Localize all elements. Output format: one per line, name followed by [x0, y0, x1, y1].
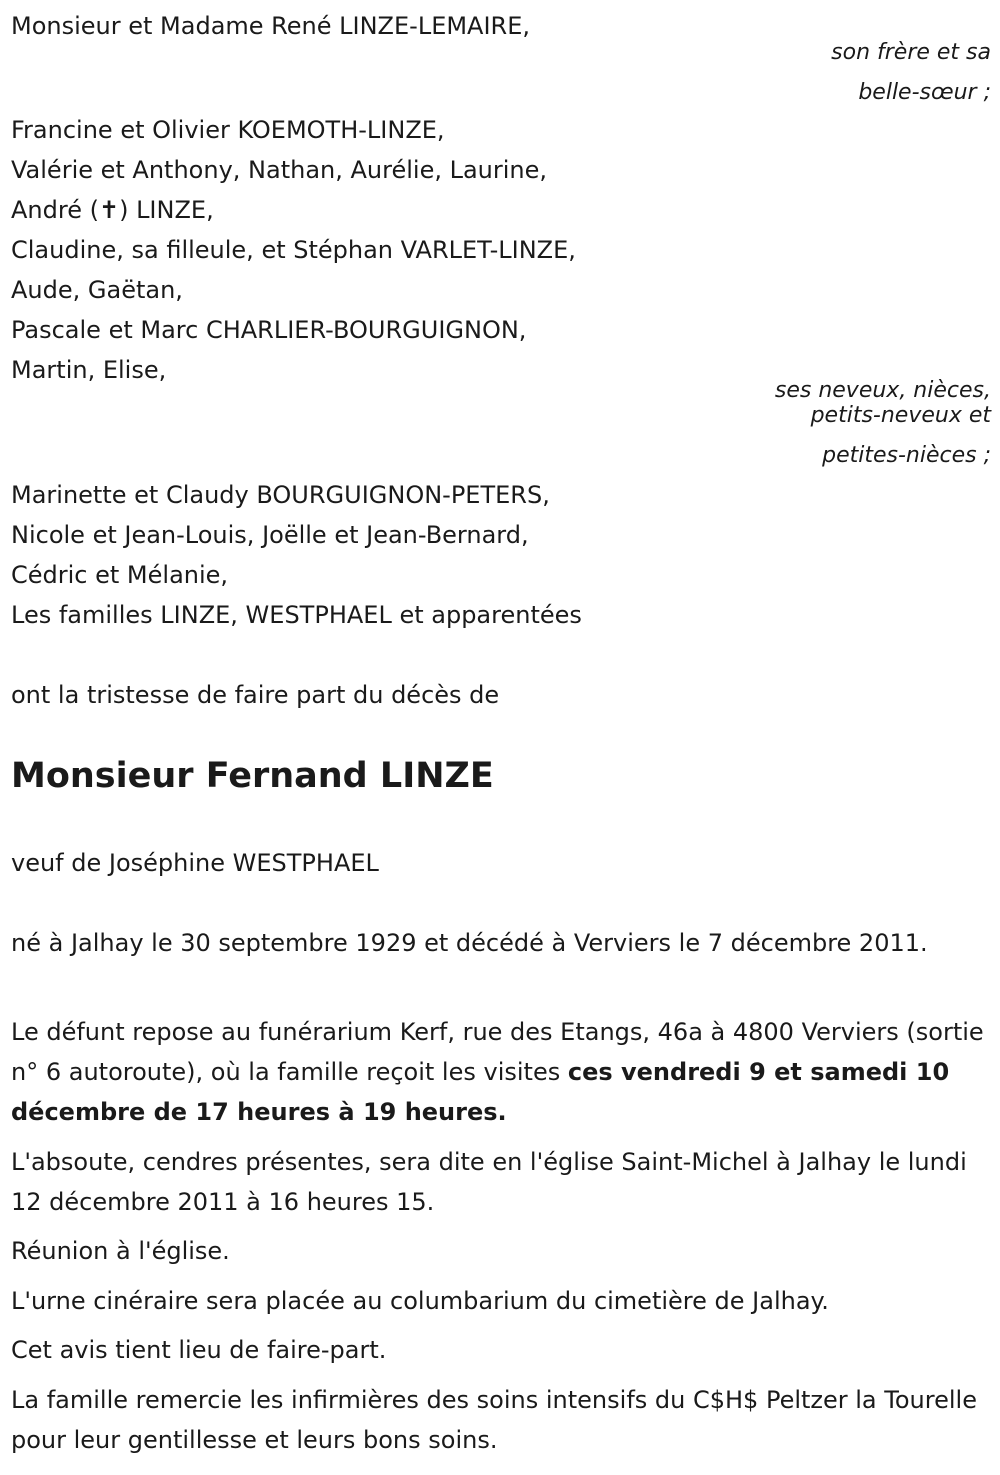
deceased-name-text: Monsieur Fernand LINZE	[11, 756, 494, 796]
thanks-text: La famille remercie les infirmières des soins intensifs du C$H$ Peltzer la Tourelle pour leur gentillesse et leurs bons soins.	[11, 1386, 977, 1454]
birth-death	[11, 923, 991, 963]
family-group-nephews	[11, 110, 991, 390]
reunion-text: Réunion à l'église.	[11, 1237, 230, 1265]
family-line: Martin, Elise,	[11, 356, 167, 384]
family-line: Valérie et Anthony, Nathan, Aurélie, Laurine,	[11, 156, 548, 184]
relation-nephews	[11, 378, 991, 476]
relation-line: son frère et sa	[831, 40, 991, 65]
urne-info	[11, 1281, 991, 1321]
reunion-info	[11, 1231, 991, 1271]
avis-info	[11, 1330, 991, 1370]
relation-line: petits-neveux et	[810, 403, 991, 428]
visit-hours: ces vendredi 9 et samedi 10 décembre de 17 heures à 19 heures.	[11, 1058, 950, 1126]
repose-info	[11, 1012, 991, 1132]
announcement-text: ont la tristesse de faire part du décès de	[11, 681, 500, 709]
family-group-others	[11, 475, 991, 635]
absoute-text: L'absoute, cendres présentes, sera dite en l'église Saint-Michel à Jalhay le lundi 12 décembre 2011 à 16 heures 15.	[11, 1148, 967, 1216]
family-line: Monsieur et Madame René LINZE-LEMAIRE,	[11, 12, 531, 40]
family-line: Pascale et Marc CHARLIER-BOURGUIGNON,	[11, 316, 527, 344]
absoute-info	[11, 1142, 991, 1222]
family-line: Francine et Olivier KOEMOTH-LINZE,	[11, 116, 445, 144]
family-line: Les familles LINZE, WESTPHAEL et apparentées	[11, 601, 582, 629]
birth-death-text: né à Jalhay le 30 septembre 1929 et décédé à Verviers le 7 décembre 2011.	[11, 929, 928, 957]
relation-line: ses neveux, nièces,	[774, 378, 991, 403]
repose-text	[11, 1012, 986, 1132]
widower-text: veuf de Joséphine WESTPHAEL	[11, 849, 379, 877]
urne-text: L'urne cinéraire sera placée au columbarium du cimetière de Jalhay.	[11, 1287, 829, 1315]
repose-main: Le défunt repose au funérarium Kerf, rue des Etangs, 46a à 4800 Verviers (sortie n° 6 autoroute), où la famille reçoit les visites	[11, 1018, 984, 1086]
family-line: Marinette et Claudy BOURGUIGNON-PETERS,	[11, 481, 550, 509]
deceased-name	[11, 754, 991, 798]
family-line: Nicole et Jean-Louis, Joëlle et Jean-Bernard,	[11, 521, 529, 549]
relation-line: petites-nièces ;	[822, 443, 991, 468]
family-line: André (✝) LINZE,	[11, 196, 214, 224]
family-line: Claudine, sa filleule, et Stéphan VARLET-LINZE,	[11, 236, 576, 264]
avis-text: Cet avis tient lieu de faire-part.	[11, 1336, 387, 1364]
announcement	[11, 675, 991, 715]
family-line: Cédric et Mélanie,	[11, 561, 229, 589]
family-line: Aude, Gaëtan,	[11, 276, 183, 304]
widower-line	[11, 843, 991, 883]
relation-line: belle-sœur ;	[858, 80, 991, 105]
relation-brother	[11, 33, 991, 113]
thanks-info	[11, 1380, 991, 1460]
